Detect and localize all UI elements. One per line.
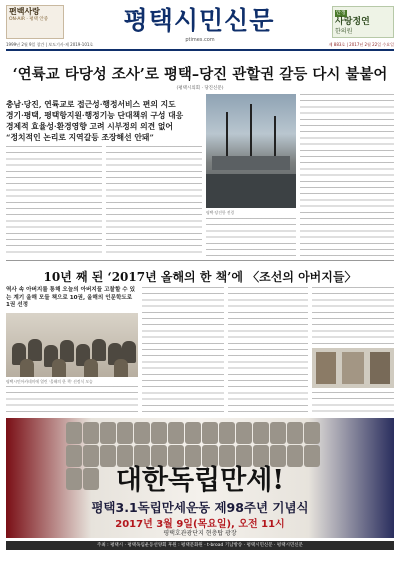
feature-body-col5	[312, 392, 394, 414]
deck-line: 경제적 효율성·환경영향 고려 시부정의 의견 없어	[6, 122, 173, 131]
deck-line: 충남·당진, 연륙교로 접근성·행정서비스 편의 지도	[6, 100, 176, 109]
feature-body-col3	[228, 287, 308, 414]
feature-headline: 10년 째 된 ‘2017년 올해의 한 책’에 〈조선의 아버지들〉	[43, 270, 357, 284]
section-divider	[6, 260, 394, 261]
feature-intro: 역사 속 아버지를 통해 오늘의 아버지들 고찰할 수 있는 계기 올해 모들 책으로 10권, 올해의 인문학도로 1권 선정	[6, 287, 136, 308]
banner-event-date: 2017년 3월 9일(목요일), 오전 11시	[115, 519, 285, 530]
left-advert-sub: ON-AIR · 평택 안중	[9, 17, 49, 22]
right-advert-sub: 한의원	[335, 28, 353, 35]
banner-portraits	[66, 422, 334, 468]
left-advert-title: 편백사랑	[9, 7, 40, 16]
banner-footer: 주최 : 평택시 · 평택독립운동선양회 후원 : 평택문화원 · t-broad 기남방송 · 평택시민신문 · 평택시민신문	[6, 541, 394, 550]
issue-bar	[6, 41, 394, 49]
banner-event-title: 평택3.1독립만세운동 제98주년 기념식	[91, 500, 309, 515]
feature-body-col1	[6, 386, 138, 414]
feature-body-col2	[142, 287, 224, 414]
lead-byline: (평택시의회 · 당진신문)	[176, 86, 224, 91]
lead-body-col2	[106, 146, 202, 256]
issue-info-left: 1999년 2월 9일 창간 | 보도기사·제 2019-101호	[6, 42, 94, 47]
independence-day-banner	[6, 418, 394, 538]
book-cover-image	[312, 348, 394, 388]
lead-headline: ‘연륙교 타당성 조사’로 평택–당진 관할권 갈등 다시 불붙어	[12, 66, 388, 83]
lead-body-col4	[300, 94, 394, 256]
deck-line: “정치적인 논리로 지역갈등 조장해선 안돼”	[6, 133, 154, 142]
lead-body-col1	[6, 146, 102, 256]
deck-line: 경기·평택, 평택항지원·행정기능 단대책위 구성 대응	[6, 111, 184, 120]
lead-photo	[206, 94, 296, 208]
lead-body-col3	[206, 218, 296, 256]
right-advert	[332, 6, 394, 38]
masthead-url: ptimes.com	[185, 37, 215, 43]
right-advert-tag: 안정	[336, 10, 346, 16]
banner-event-place: 평택호관광단지 현충탑 광장	[163, 530, 237, 537]
left-advert	[6, 5, 64, 39]
feature-body-col4	[312, 287, 394, 345]
masthead-rule	[6, 49, 394, 51]
issue-info-right: 제 883호 | 2017년 2월 22일 수요일	[328, 42, 394, 47]
right-advert-title: 사랑정연	[335, 17, 370, 27]
feature-photo	[6, 313, 138, 377]
banner-main-slogan: 대한독립만세!	[115, 465, 285, 496]
feature-photo-caption: 평택시민아카데미에 열린 ‘올해의 한 책’ 선정식 모습	[6, 379, 93, 384]
lead-photo-caption: 평택·당진항 전경	[206, 210, 235, 215]
lead-deck	[6, 99, 202, 143]
masthead-title: 평택시민신문	[123, 6, 275, 35]
